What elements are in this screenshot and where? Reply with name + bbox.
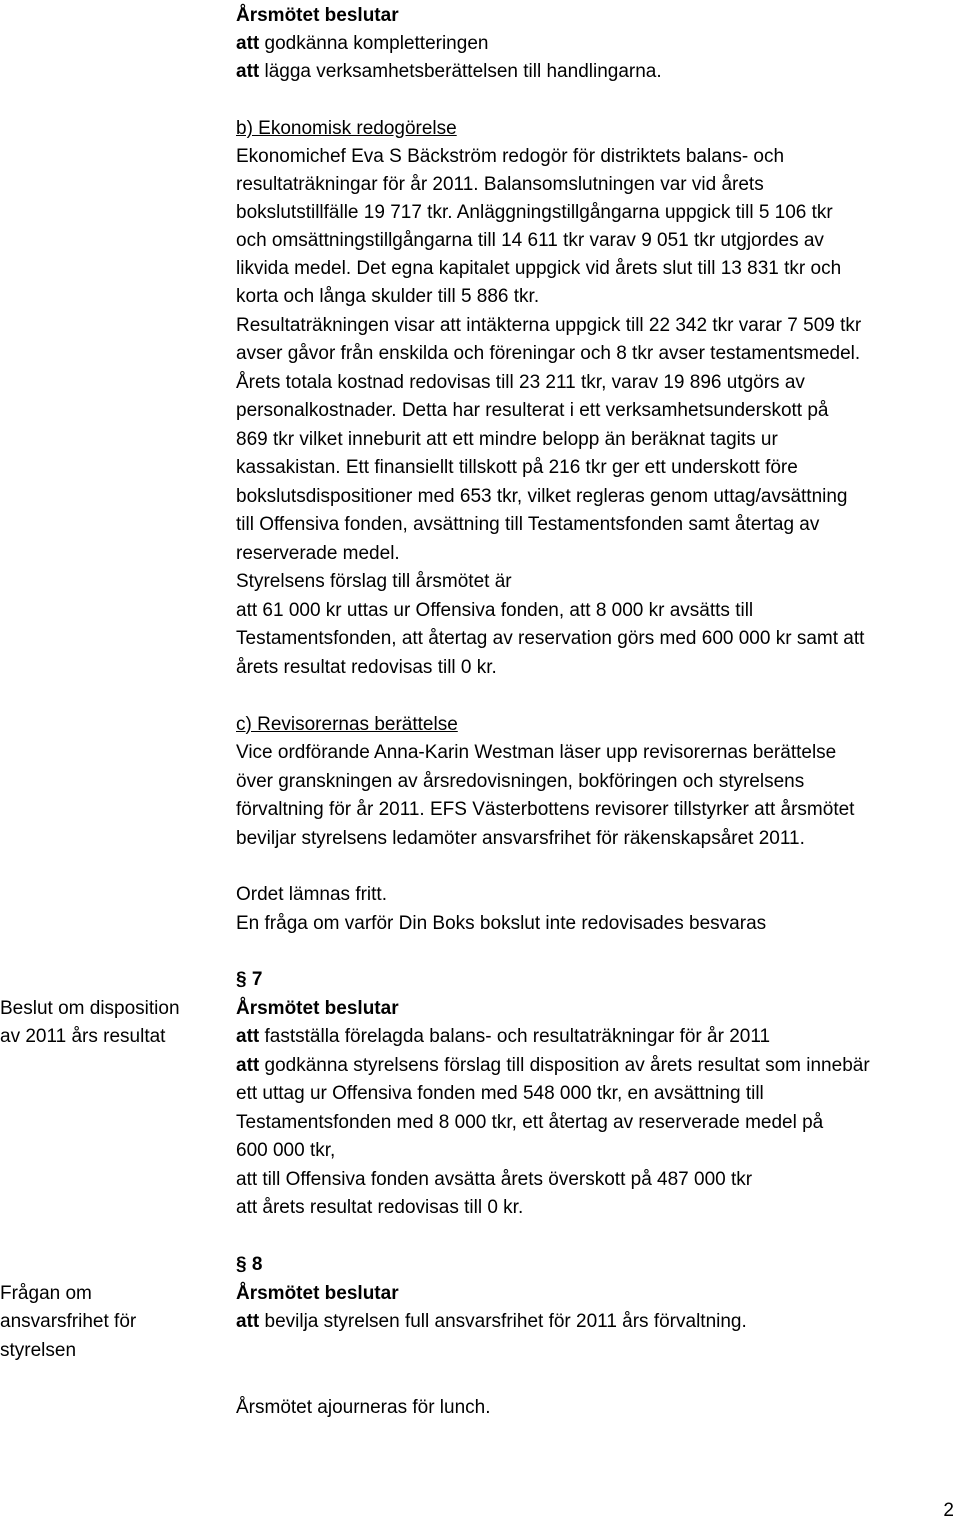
att-keyword: att (236, 61, 260, 82)
section-8-side-label: Frågan om (0, 1283, 92, 1304)
c-after-line: En fråga om varför Din Boks bokslut inte redovisades besvaras (236, 913, 767, 934)
c-section-title-text: ) Revisorernas berättelse (245, 714, 458, 735)
section-7-line: 600 000 tkr, (236, 1140, 336, 1161)
att-keyword: att (236, 1311, 260, 1332)
att-keyword: att (236, 1055, 260, 1076)
section-7-line: att årets resultat redovisas till 0 kr. (236, 1197, 524, 1218)
att-keyword: att (236, 33, 260, 54)
section-7-line-text: fastställa förelagda balans- och resultaträkningar för år 2011 (259, 1026, 771, 1047)
block1-line-1-text: godkänna kompletteringen (259, 33, 489, 54)
b-line: reserverade medel. (236, 543, 400, 564)
block1-line-1 (236, 30, 488, 58)
c-section-title (236, 711, 458, 739)
b-line: kassakistan. Ett finansiellt tillskott på 216 tkr ger ett underskott före (236, 457, 798, 478)
b-line: likvida medel. Det egna kapitalet uppgick vid årets slut till 13 831 tkr och (236, 258, 842, 279)
section-7-line (236, 1023, 770, 1051)
b-line: korta och långa skulder till 5 886 tkr. (236, 286, 540, 307)
section-7-side-label: Beslut om disposition (0, 998, 180, 1019)
section-8-line-text: bevilja styrelsen full ansvarsfrihet för 2011 års förvaltning. (259, 1311, 747, 1332)
section-7-symbol: § 7 (236, 969, 263, 990)
b-line: Årets totala kostnad redovisas till 23 211 tkr, varav 19 896 utgörs av (236, 372, 805, 393)
b-line: att 61 000 kr uttas ur Offensiva fonden, att 8 000 kr avsätts till (236, 600, 754, 621)
section-8-symbol: § 8 (236, 1254, 263, 1275)
section-8-side-label: styrelsen (0, 1340, 77, 1361)
section-8-line (236, 1308, 747, 1336)
b-line: till Offensiva fonden, avsättning till Testamentsfonden samt återtag av (236, 514, 820, 535)
section-7-side-label: av 2011 års resultat (0, 1026, 166, 1047)
c-section-letter: c (236, 714, 246, 735)
c-line: förvaltning för år 2011. EFS Västerbottens revisorer tillstyrker att årsmötet (236, 799, 855, 820)
b-line: Styrelsens förslag till årsmötet är (236, 571, 512, 592)
b-line: bokslutsdispositioner med 653 tkr, vilket regleras genom uttag/avsättning (236, 486, 848, 507)
c-after-line: Ordet lämnas fritt. (236, 884, 387, 905)
c-line: beviljar styrelsens ledamöter ansvarsfrihet för räkenskapsåret 2011. (236, 828, 805, 849)
b-line: resultaträkningar för år 2011. Balansomslutningen var vid årets (236, 174, 764, 195)
section-7-heading: Årsmötet beslutar (236, 998, 399, 1019)
section-7-line: Testamentsfonden med 8 000 tkr, ett återtag av reserverade medel på (236, 1112, 824, 1133)
b-line: bokslutstillfälle 19 717 tkr. Anläggningstillgångarna uppgick till 5 106 tkr (236, 202, 833, 223)
b-line: avser gåvor från enskilda och föreningar och 8 tkr avser testamentsmedel. (236, 343, 861, 364)
block1-line-2-text: lägga verksamhetsberättelsen till handlingarna. (259, 61, 662, 82)
section-7-line: ett uttag ur Offensiva fonden med 548 000 tkr, en avsättning till (236, 1083, 764, 1104)
b-line: Ekonomichef Eva S Bäckström redogör för distriktets balans- och (236, 146, 785, 167)
section-8-side-label: ansvarsfrihet för (0, 1311, 137, 1332)
b-line: Testamentsfonden, att återtag av reservation görs med 600 000 kr samt att (236, 628, 865, 649)
section-7-line (236, 1052, 870, 1080)
section-7-line-text: godkänna styrelsens förslag till disposition av årets resultat som innebär (259, 1055, 870, 1076)
closing-line: Årsmötet ajourneras för lunch. (236, 1397, 491, 1418)
block1-line-2 (236, 58, 662, 86)
c-line: Vice ordförande Anna-Karin Westman läser upp revisorernas berättelse (236, 742, 837, 763)
page-number: 2 (943, 1500, 954, 1521)
b-line: Resultaträkningen visar att intäkterna uppgick till 22 342 tkr varar 7 509 tkr (236, 315, 862, 336)
c-line: över granskningen av årsredovisningen, bokföringen och styrelsens (236, 771, 805, 792)
b-line: och omsättningstillgångarna till 14 611 tkr varav 9 051 tkr utgjordes av (236, 230, 824, 251)
section-8-heading: Årsmötet beslutar (236, 1283, 399, 1304)
b-line: 869 tkr vilket inneburit att ett mindre belopp än beräknat tagits ur (236, 429, 778, 450)
b-line: årets resultat redovisas till 0 kr. (236, 657, 497, 678)
section-7-line: att till Offensiva fonden avsätta årets överskott på 487 000 tkr (236, 1169, 753, 1190)
b-line: personalkostnader. Detta har resulterat i ett verksamhetsunderskott på (236, 400, 829, 421)
att-keyword: att (236, 1026, 260, 1047)
b-section-title: b) Ekonomisk redogörelse (236, 118, 457, 139)
block1-heading: Årsmötet beslutar (236, 5, 399, 26)
